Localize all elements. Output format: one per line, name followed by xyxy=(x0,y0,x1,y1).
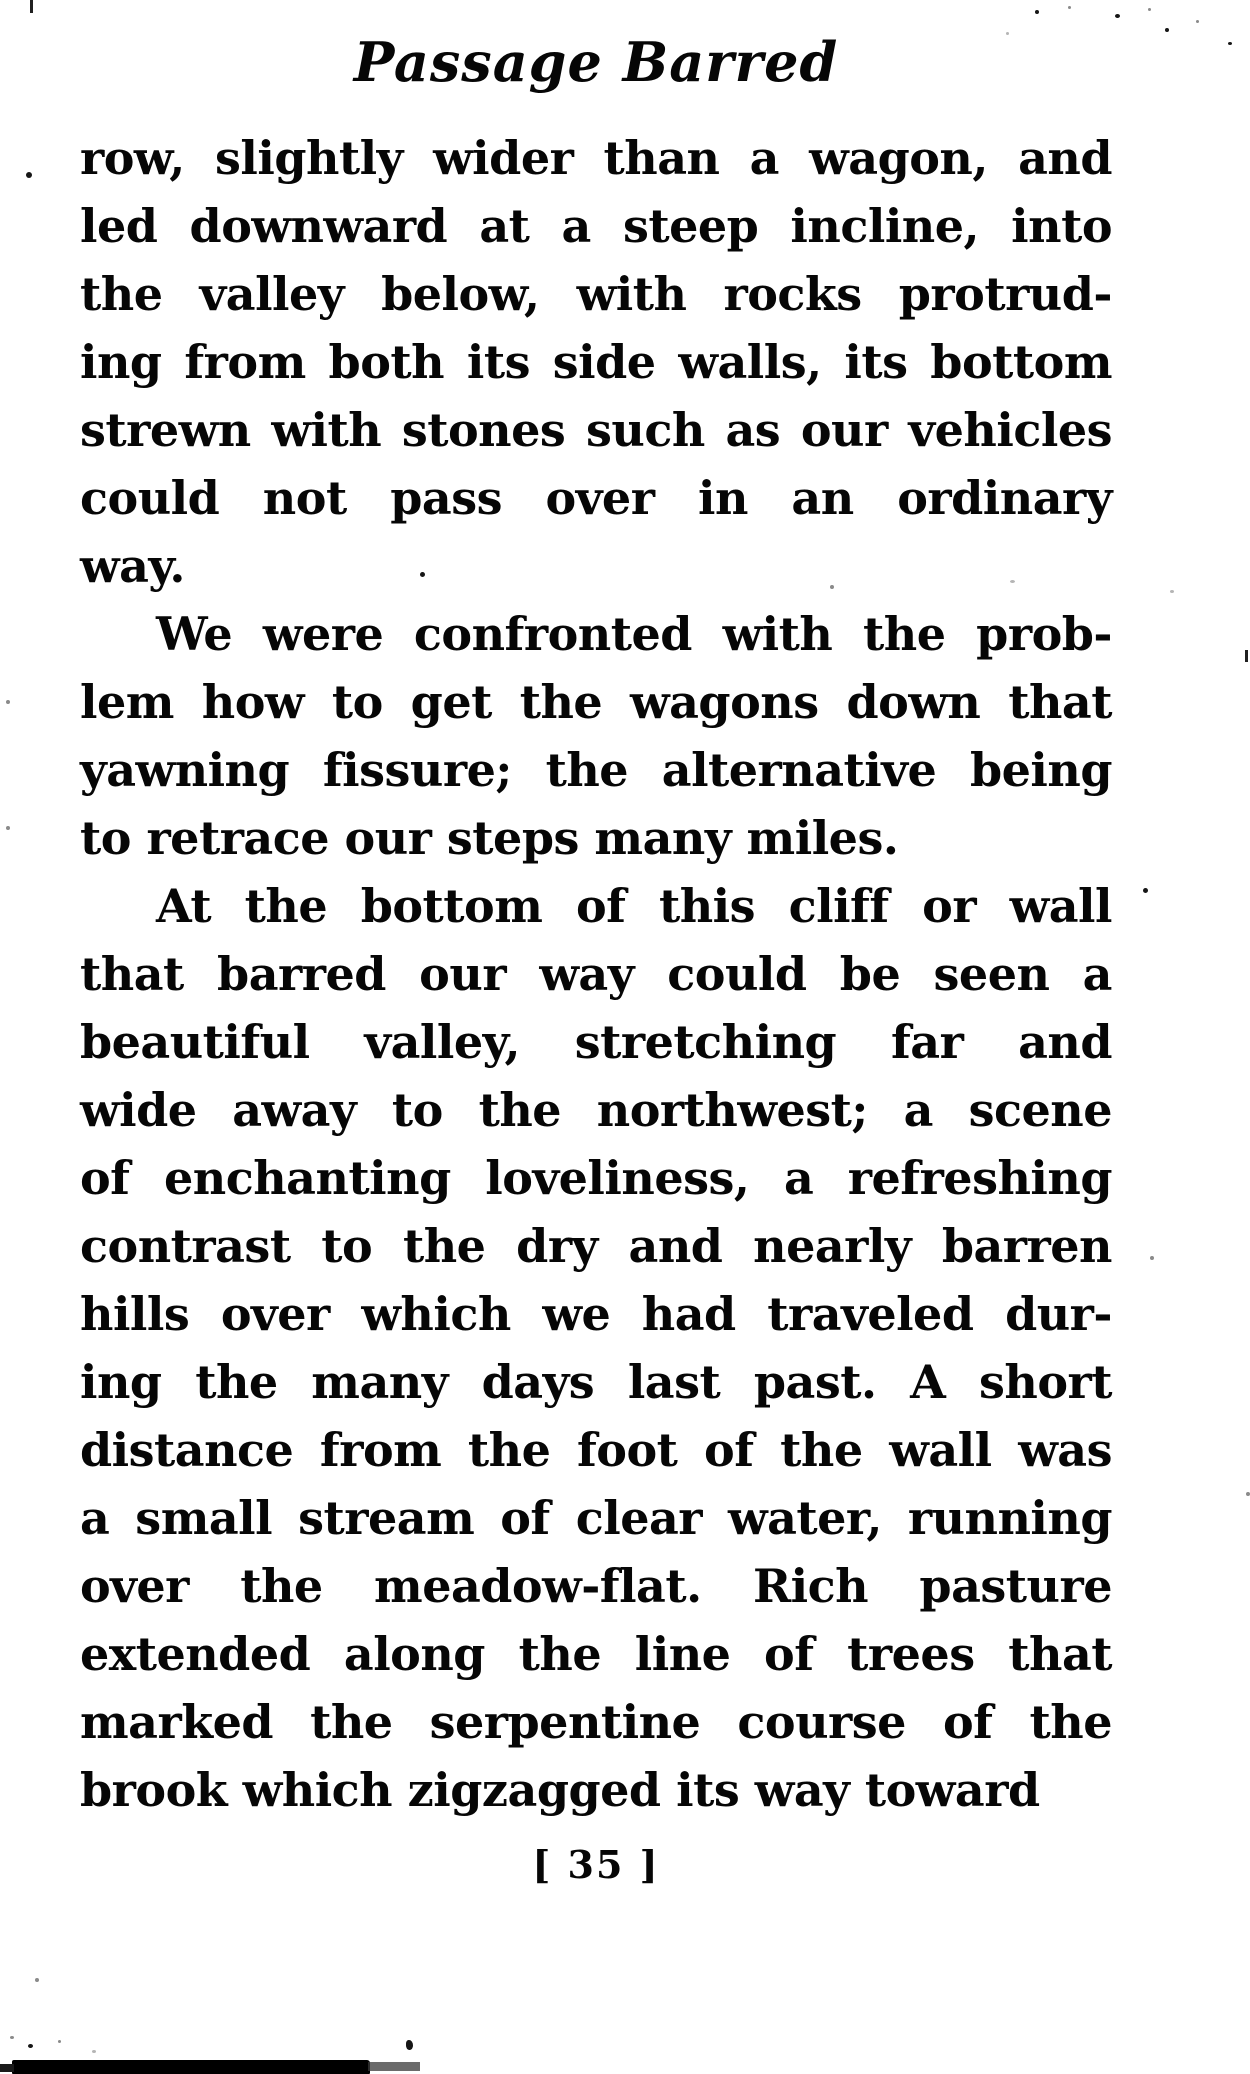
scan-speck xyxy=(1115,14,1120,18)
scan-speck xyxy=(1228,42,1232,45)
scan-speck xyxy=(58,2040,61,2043)
text-line: led downward at a steep incline, into xyxy=(80,199,1112,253)
page-number: [ 35 ] xyxy=(532,1842,660,1887)
text-line: the valley below, with rocks protrud- xyxy=(80,267,1112,321)
text-line: a small stream of clear water, running xyxy=(80,1491,1112,1545)
text-line: that barred our way could be seen a xyxy=(80,947,1112,1001)
scan-speck xyxy=(1170,590,1174,593)
scan-speck xyxy=(1010,580,1015,583)
scan-speck xyxy=(6,700,10,704)
scan-speck xyxy=(26,172,32,178)
text-line: brook which zigzagged its way toward xyxy=(80,1763,1040,1817)
scan-speck xyxy=(92,2050,96,2053)
scan-speck xyxy=(1165,28,1169,32)
text-line: distance from the foot of the wall was xyxy=(80,1423,1112,1477)
scan-speck xyxy=(1068,6,1071,9)
scan-speck xyxy=(10,2036,14,2039)
scan-speck xyxy=(830,585,834,589)
text-line: marked the serpentine course of the xyxy=(80,1695,1112,1749)
text-line: ing from both its side walls, its bottom xyxy=(80,335,1112,389)
text-line: hills over which we had traveled dur- xyxy=(80,1287,1112,1341)
text-line: contrast to the dry and nearly barren xyxy=(80,1219,1112,1273)
scan-speck xyxy=(1150,1256,1154,1260)
scan-speck xyxy=(1006,32,1009,35)
text-line: At the bottom of this cliff or wall xyxy=(156,879,1112,933)
scan-speck xyxy=(1148,8,1151,11)
text-line: yawning fissure; the alternative being xyxy=(80,743,1112,797)
text-line: We were confronted with the prob- xyxy=(156,607,1112,661)
scan-speck xyxy=(420,572,425,577)
scan-speck xyxy=(6,826,10,830)
scan-speck xyxy=(1035,10,1039,14)
scan-speck xyxy=(1196,20,1199,23)
scan-speck xyxy=(35,1978,39,1982)
text-line: wide away to the northwest; a scene xyxy=(80,1083,1112,1137)
text-line: beautiful valley, stretching far and xyxy=(80,1015,1112,1069)
body-text xyxy=(80,124,1112,1824)
text-line: over the meadow-flat. Rich pasture xyxy=(80,1559,1112,1613)
text-line: strewn with stones such as our vehicles xyxy=(80,403,1112,457)
scan-speck xyxy=(28,2044,33,2048)
scan-speck xyxy=(1245,650,1248,662)
text-line: lem how to get the wagons down that xyxy=(80,675,1112,729)
text-line: row, slightly wider than a wagon, and xyxy=(80,131,1112,185)
scan-speck xyxy=(30,0,33,13)
scan-artifact-bar xyxy=(12,2060,370,2074)
page-title: Passage Barred xyxy=(353,30,839,94)
text-line: of enchanting loveliness, a refreshing xyxy=(80,1151,1112,1205)
text-line: ing the many days last past. A short xyxy=(80,1355,1112,1409)
scan-speck xyxy=(1246,1492,1250,1496)
scan-speck xyxy=(1143,888,1148,893)
text-line: to retrace our steps many miles. xyxy=(80,811,899,865)
text-line: could not pass over in an ordinary xyxy=(80,471,1112,525)
text-line: extended along the line of trees that xyxy=(80,1627,1112,1681)
scan-speck xyxy=(406,2040,413,2050)
text-line: way. xyxy=(80,539,185,593)
